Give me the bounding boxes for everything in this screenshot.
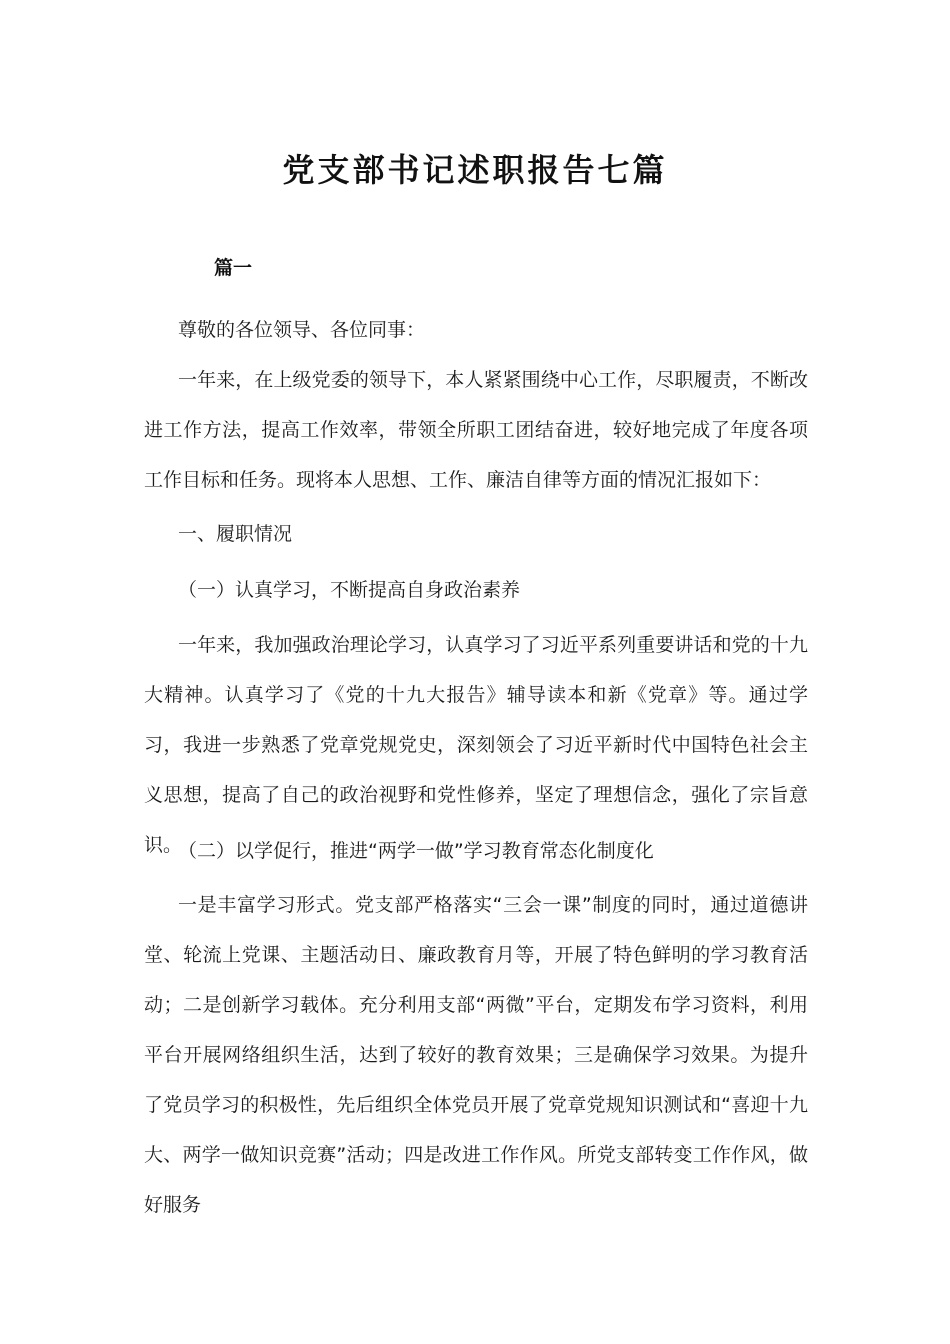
chapter-heading: 篇一 (214, 257, 253, 279)
subsection-heading-1: （一）认真学习，不断提高自身政治素养 (178, 579, 521, 601)
paragraph-study: 一年来，我加强政治理论学习，认真学习了习近平系列重要讲话和党的十九大精神。认真学习了《党的十九大报告》辅导读本和新《党章》等。通过学习，我进一步熟悉了党章党规党史，深刻领会了习近平新时代中国特色社会主义思想，提高了自己的政治视野和党性修养，坚定了理想信念，强化了宗旨意识。 (144, 634, 808, 856)
salutation: 尊敬的各位领导、各位同事： (178, 319, 426, 341)
document-title: 党支部书记述职报告七篇 (282, 151, 668, 189)
section-heading: 一、履职情况 (178, 523, 293, 545)
paragraph-intro: 一年来，在上级党委的领导下，本人紧紧围绕中心工作，尽职履责，不断改进工作方法，提高工作效率，带领全所职工团结奋进，较好地完成了年度各项工作目标和任务。现将本人思想、工作、廉洁自律等方面的情况汇报如下： (144, 369, 808, 491)
paragraph-practice: 一是丰富学习形式。党支部严格落实“三会一课”制度的同时，通过道德讲堂、轮流上党课、主题活动日、廉政教育月等，开展了特色鲜明的学习教育活动；二是创新学习载体。充分利用支部“两微”平台，定期发布学习资料，利用平台开展网络组织生活，达到了较好的教育效果；三是确保学习效果。为提升了党员学习的积极性，先后组织全体党员开展了党章党规知识测试和“喜迎十九大、两学一做知识竞赛”活动；四是改进工作作风。所党支部转变工作作风，做好服务 (144, 894, 808, 1216)
subsection-heading-2: （二）以学促行，推进“两学一做”学习教育常态化制度化 (178, 840, 654, 862)
